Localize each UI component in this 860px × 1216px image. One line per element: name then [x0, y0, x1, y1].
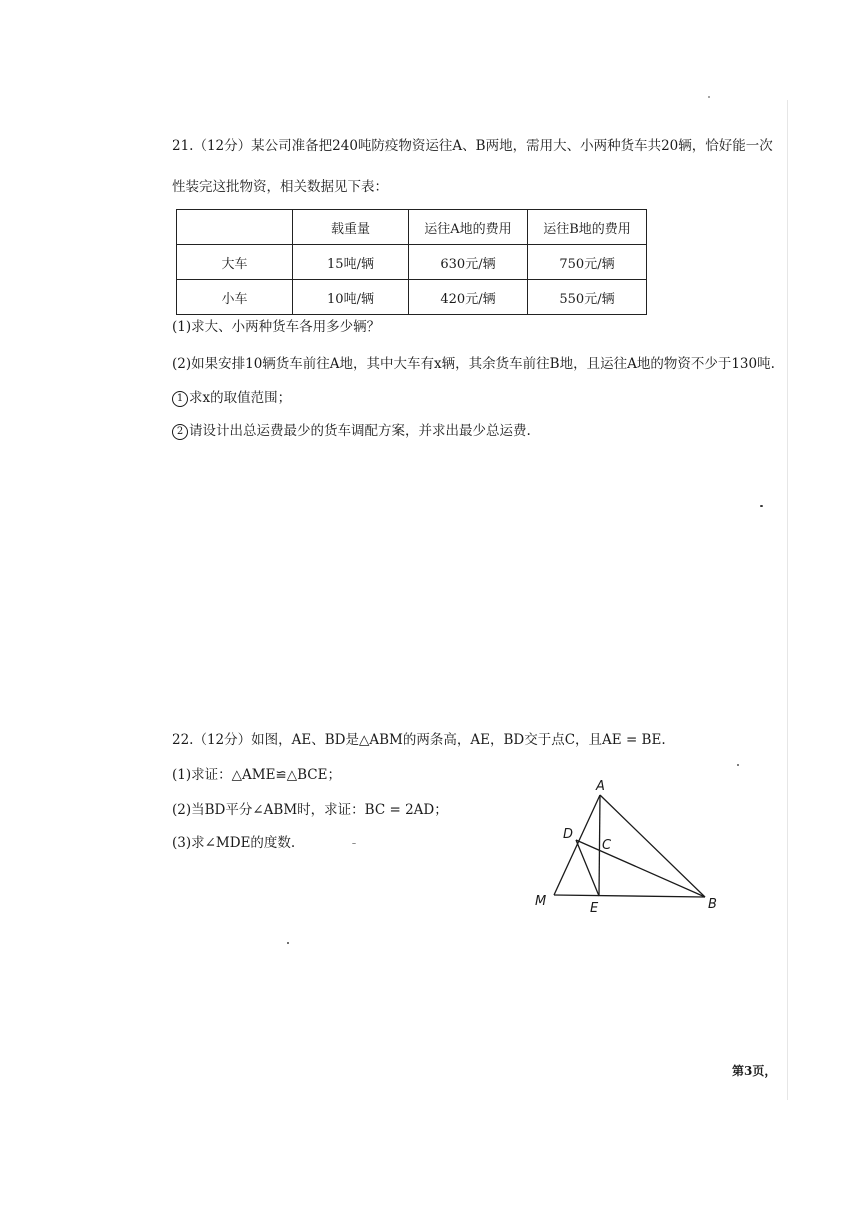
q22-part2: (2)当BD平分∠ABM时，求证：BC = 2AD；	[172, 802, 448, 818]
table-row	[177, 280, 647, 315]
page-edge	[787, 100, 788, 1100]
table-cell: 15吨/辆	[293, 245, 409, 280]
table-cell: 750元/辆	[528, 245, 647, 280]
table-cell: 小车	[177, 280, 293, 315]
q22-part1: (1)求证：△AME≌△BCE；	[172, 767, 341, 783]
table-header-cell: 运往A地的费用	[409, 210, 528, 245]
q21-sub1-text: 求x的取值范围；	[189, 390, 292, 406]
label-d: D	[563, 827, 574, 842]
altitude-ae	[599, 795, 600, 896]
segment-mb	[554, 895, 705, 897]
label-a: A	[596, 779, 605, 794]
table-cell: 550元/辆	[528, 280, 647, 315]
scan-speck	[737, 764, 739, 766]
q21-stem-line1: 21.（12分）某公司准备把240吨防疫物资运往A、B两地，需用大、小两种货车共20辆，恰好能一次	[172, 138, 773, 154]
q21-sub1	[172, 389, 291, 407]
triangle-figure	[520, 770, 730, 920]
q21-sub2-text: 请设计出总运费最少的货车调配方案，并求出最少总运费.	[189, 423, 531, 439]
table-cell: 大车	[177, 245, 293, 280]
q22-part3: (3)求∠MDE的度数.	[172, 835, 296, 851]
label-c: C	[602, 838, 612, 853]
table-cell: 420元/辆	[409, 280, 528, 315]
table-cell: 630元/辆	[409, 245, 528, 280]
scan-speck	[760, 505, 763, 507]
segment-ab	[600, 795, 705, 897]
circled-number: 2	[172, 424, 188, 440]
q21-part2: (2)如果安排10辆货车前往A地，其中大车有x辆，其余货车前往B地，且运往A地的物资不少于130吨.	[172, 356, 775, 372]
page-number: 第3页，	[732, 1064, 777, 1078]
table-header-cell	[177, 210, 293, 245]
table-header-cell: 载重量	[293, 210, 409, 245]
scan-speck	[287, 942, 289, 944]
label-e: E	[590, 901, 599, 916]
table-header-row	[177, 210, 647, 245]
q21-sub2	[172, 422, 531, 440]
scan-speck	[708, 96, 710, 98]
q21-stem-line2: 性装完这批物资，相关数据见下表：	[172, 179, 388, 195]
table-cell: 10吨/辆	[293, 280, 409, 315]
label-m: M	[535, 894, 547, 909]
circled-number: 1	[172, 391, 188, 407]
q21-part1: (1)求大、小两种货车各用多少辆？	[172, 319, 381, 335]
scan-speck	[352, 843, 356, 844]
q22-stem: 22.（12分）如图，AE、BD是△ABM的两条高，AE，BD交于点C，且AE = BE.	[172, 732, 666, 748]
truck-data-table	[176, 209, 647, 315]
label-b: B	[708, 897, 717, 912]
table-header-cell: 运往B地的费用	[528, 210, 647, 245]
table-row	[177, 245, 647, 280]
